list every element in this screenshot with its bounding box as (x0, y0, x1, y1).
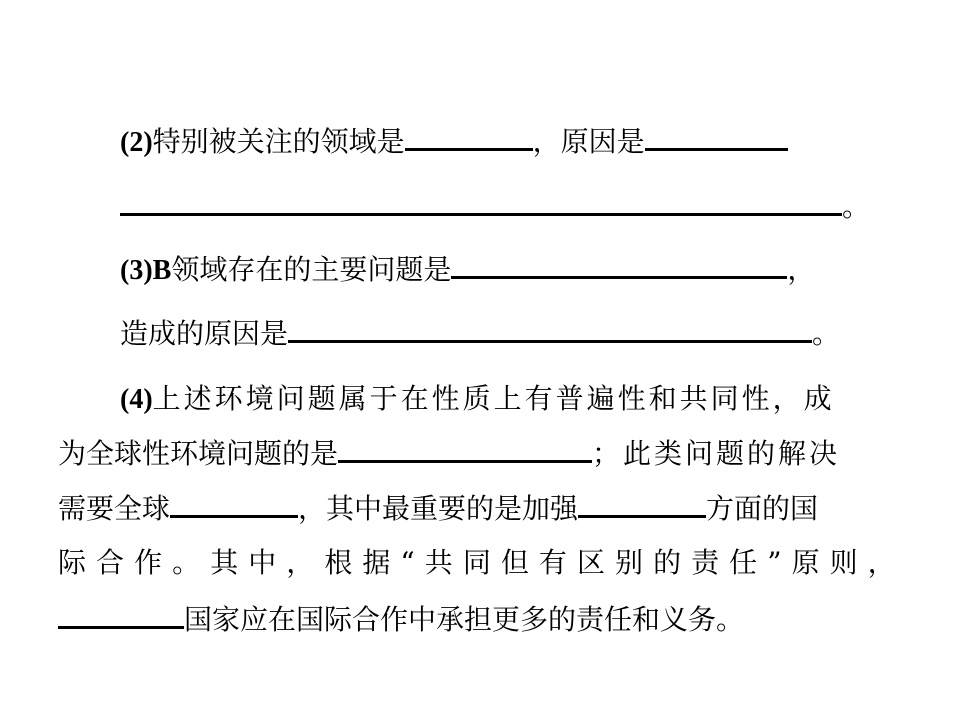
q4-char: 中 (248, 546, 277, 579)
q4-char: “ (400, 546, 415, 579)
q4-line-3 (58, 487, 818, 531)
q4-line-2 (58, 432, 840, 476)
q4-char: 根 (324, 546, 353, 579)
q4-char: 有 (538, 546, 567, 579)
q2-blank-reason-1[interactable] (645, 122, 788, 151)
q4-char: ， (286, 546, 315, 579)
q4-char: 其 (210, 546, 239, 579)
q4-line-4 (58, 541, 896, 585)
q4-blank-global-issue[interactable] (338, 434, 592, 463)
q4-char: 责 (691, 546, 720, 579)
q4-char: 则 (829, 546, 858, 579)
q2-line-1 (120, 120, 788, 164)
q4-text-2b: ；此类问题的解决 (592, 437, 841, 470)
q4-char: ， (867, 546, 896, 579)
q4-char: 共 (424, 546, 453, 579)
q3-comma: ， (787, 253, 816, 286)
q4-char: 同 (462, 546, 491, 579)
q4-number: (4) (120, 384, 153, 415)
q4-blank-countries[interactable] (58, 600, 184, 629)
q4-char: 原 (791, 546, 820, 579)
q4-char: 作 (134, 546, 163, 579)
q4-char: 但 (500, 546, 529, 579)
q4-char: 区 (576, 546, 605, 579)
q3-text-2: 造成的原因是 (120, 317, 289, 350)
q4-char: 别 (615, 546, 644, 579)
q3-text-1: 领域存在的主要问题是 (171, 253, 452, 286)
q4-text-1: 上述环境问题属于在性质上有普遍性和共同性，成 (152, 382, 835, 415)
q4-line-5 (58, 598, 744, 642)
q3-blank-problem[interactable] (451, 250, 787, 279)
q4-char: 任 (729, 546, 758, 579)
q4-char: 。 (172, 546, 201, 579)
q4-line-1 (120, 377, 835, 421)
q2-text-1: 特别被关注的领域是 (152, 125, 405, 158)
q2-end: 。 (842, 190, 871, 223)
q3-line-1 (120, 248, 815, 292)
q2-blank-reason-2[interactable] (120, 187, 842, 216)
q2-number: (2) (120, 127, 153, 158)
q4-text-5: 国家应在国际合作中承担更多的责任和义务。 (184, 603, 745, 636)
q2-line-2 (120, 185, 870, 229)
q3-end: 。 (812, 317, 841, 350)
q3-line-2 (120, 312, 840, 356)
q4-char: 合 (96, 546, 125, 579)
q4-char: 据 (362, 546, 391, 579)
q4-text-3b: ，其中最重要的是加强 (298, 492, 579, 525)
q3-blank-cause[interactable] (288, 314, 812, 343)
q4-blank-global-action[interactable] (170, 489, 298, 518)
q4-blank-aspect[interactable] (578, 489, 706, 518)
q2-text-2: ，原因是 (532, 125, 645, 158)
q3-number: (3) (120, 255, 153, 286)
q2-blank-field[interactable] (405, 122, 533, 151)
q4-char: 际 (58, 546, 87, 579)
q3-letter: B (152, 255, 172, 286)
q4-char: ” (767, 546, 782, 579)
q4-text-3a: 需要全球 (58, 492, 171, 525)
q4-text-3c: 方面的国 (706, 492, 819, 525)
q4-text-2a: 为全球性环境问题的是 (58, 437, 339, 470)
q4-char: 的 (653, 546, 682, 579)
